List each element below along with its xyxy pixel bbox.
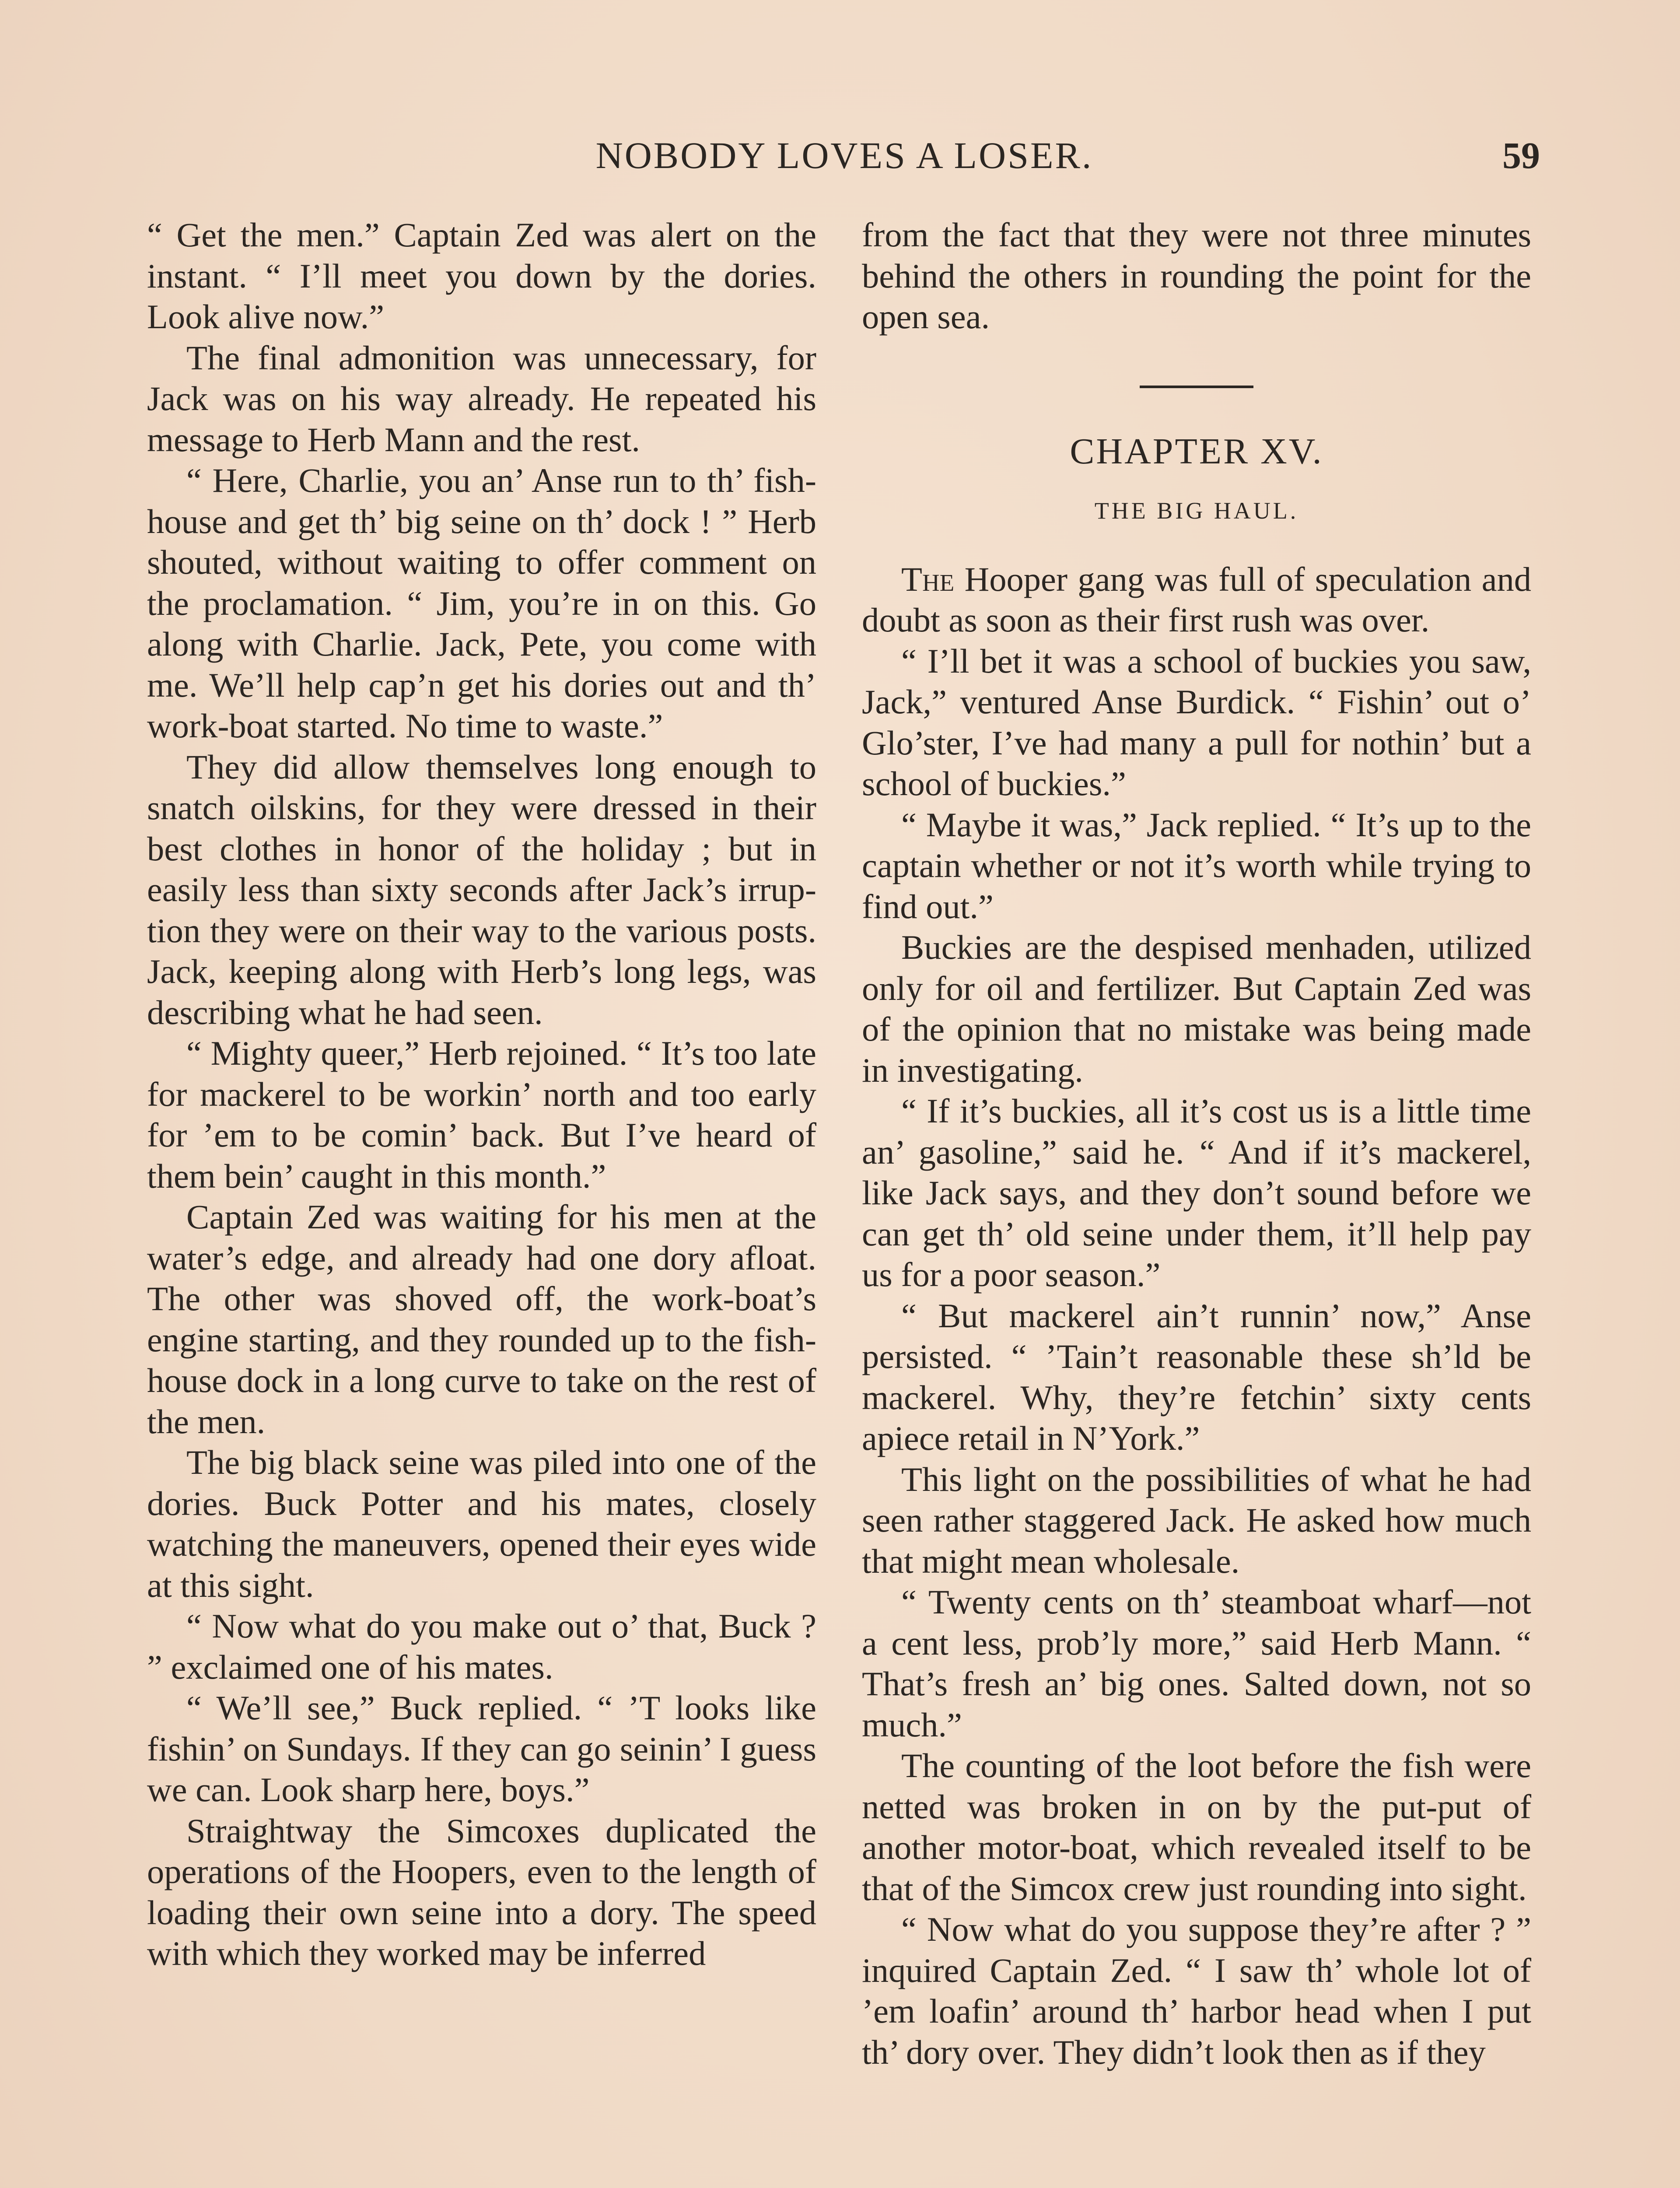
right-column (862, 214, 1531, 2072)
chapter-heading: CHAPTER XV. (1070, 431, 1323, 472)
continuation-paragraph: from the fact that they were not three minutes behind the others in rounding the point for the open sea. (862, 216, 1531, 336)
paragraph: The counting of the loot before the fish were netted was broken in on by the put-put of another motor-boat, which revealed itself to be that of the Simcox crew just rounding into sight. (862, 1746, 1531, 1907)
paragraph: “ I’ll bet it was a school of buckies you saw, Jack,” ventured Anse Burdick. “ Fishin’ out o’ Glo’ster, I’ve had many a pull for nothin’ but a school of buckies.” (862, 642, 1531, 803)
paragraph: “ Now what do you suppose they’re after ? ” inquired Captain Zed. “ I saw th’ whole lot of ’em loafin’ around th’ harbor head when I put th’ dory over. They didn’t look then as if they (862, 1910, 1531, 2071)
paragraph: Buckies are the despised menhaden, utilized only for oil and fertilizer. But Captain Zed was of the opinion that no mistake was being made in investigating. (862, 928, 1531, 1089)
paragraph: “ We’ll see,” Buck replied. “ ’T looks like fishin’ on Sundays. If they can go seinin’ I guess we can. Look sharp here, boys.” (147, 1689, 816, 1809)
paragraph: “ Here, Charlie, you an’ Anse run to th’ fish-house and get th’ big seine on th’ dock ! ” Herb shouted, without waiting to offer comment on the proclamation. “ Jim, you’re in on this. Go along with Charlie. Jack, Pete, you come with me. We’ll help cap’n get his dories out and th’ work-boat started. No time to waste.” (147, 461, 816, 745)
running-head (149, 131, 1540, 179)
page-number: 59 (1502, 134, 1540, 176)
paragraph: “ Get the men.” Captain Zed was alert on the instant. “ I’ll meet you down by the dories. Look alive now.” (147, 216, 816, 336)
paragraph: “ Mighty queer,” Herb rejoined. “ It’s too late for mackerel to be workin’ north and too early for ’em to be comin’ back. But I’ve heard of them bein’ caught in this month.” (147, 1034, 816, 1195)
paragraph: “ If it’s buckies, all it’s cost us is a little time an’ gasoline,” said he. “ And if it’s mackerel, like Jack says, and they don’t sound before we can get th’ old seine under them, it’ll help pay us for a poor season.” (862, 1092, 1531, 1294)
paragraph: The big black seine was piled into one of the dories. Buck Potter and his mates, closely watching the maneuvers, opened their eyes wide at this sight. (147, 1443, 816, 1604)
paragraph: “ Now what do you make out o’ that, Buck ? ” exclaimed one of his mates. (147, 1607, 816, 1686)
paragraph: “ Twenty cents on th’ steamboat wharf—not a cent less, prob’ly more,” said Herb Mann. “ That’s fresh an’ big ones. Salted down, not so much.” (862, 1583, 1531, 1744)
paragraph: They did allow themselves long enough to snatch oilskins, for they were dressed in their best clothes in honor of the holiday ; but in easily less than sixty seconds after Jack’s irruption they were on their way to the various posts. Jack, keeping along with Herb’s long legs, was describing what he had seen. (147, 747, 816, 1031)
paragraph: The final admonition was unnecessary, for Jack was on his way already. He repeated his message to Herb Mann and the rest. (147, 338, 816, 459)
running-title: NOBODY LOVES A LOSER. (595, 134, 1093, 176)
paragraph: This light on the possibilities of what he had seen rather staggered Jack. He asked how much that might mean wholesale. (862, 1460, 1531, 1580)
opening-text: Hooper gang was full of speculation and doubt as soon as their first rush was over. (862, 560, 1531, 639)
paragraph: Straightway the Simcoxes duplicated the operations of the Hoopers, even to the length of loading their own seine into a dory. The speed with which they worked may be inferred (147, 1811, 816, 1972)
paragraph: “ Maybe it was,” Jack replied. “ It’s up to the captain whether or not it’s worth while trying to find out.” (862, 805, 1531, 926)
chapter-subtitle: THE BIG HAUL. (1094, 497, 1299, 524)
chapter-opening-paragraph (862, 559, 1531, 641)
section-divider (1140, 386, 1253, 388)
left-column (147, 214, 816, 1974)
paragraph: “ But mackerel ain’t runnin’ now,” Anse persisted. “ ’Tain’t reasonable these sh’ld be mackerel. Why, they’re fetchin’ sixty cents apiece retail in N’York.” (862, 1296, 1531, 1457)
opening-word: The (901, 560, 955, 598)
paragraph: Captain Zed was waiting for his men at the water’s edge, and already had one dory afloat. The other was shoved off, the work-boat’s engine starting, and they rounded up to the fish-house dock in a long curve to take on the rest of the men. (147, 1198, 816, 1441)
